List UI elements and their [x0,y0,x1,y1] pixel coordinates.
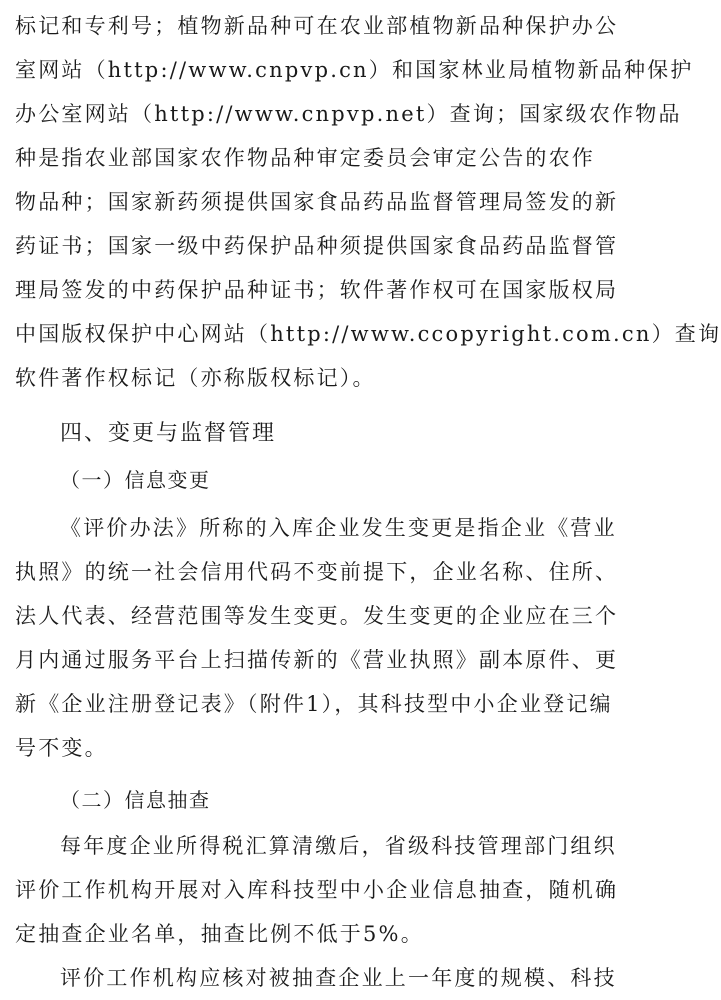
text-line: 物品种；国家新药须提供国家食品药品监督管理局签发的新 [15,190,619,214]
paragraph-start-line: 《评价办法》所称的入库企业发生变更是指企业《营业 [60,516,617,540]
text-line: 标记和专利号；植物新品种可在农业部植物新品种保护办公 [15,14,619,38]
section-heading: 四、变更与监督管理 [60,421,277,446]
text-line: 中国版权保护中心网站（http://www.ccopyright.com.cn）查询 [15,322,721,346]
text-line: 号不变。 [15,736,108,760]
text-line: 室网站（http://www.cnpvp.cn）和国家林业局植物新品种保护 [15,58,694,82]
text-line: 法人代表、经营范围等发生变更。发生变更的企业应在三个 [15,604,619,628]
text-line: 定抽查企业名单，抽查比例不低于5%。 [15,922,424,946]
paragraph-start-line: 每年度企业所得税汇算清缴后，省级科技管理部门组织 [60,834,617,858]
text-line: 药证书；国家一级中药保护品种须提供国家食品药品监督管 [15,234,619,258]
subsection-heading: （一）信息变更 [60,468,211,492]
text-line: 软件著作权标记（亦称版权标记）。 [15,366,376,390]
paragraph-start-line: 评价工作机构应核对被抽查企业上一年度的规模、科技 [60,966,617,990]
text-line: 办公室网站（http://www.cnpvp.net）查询；国家级农作物品 [15,102,682,126]
text-line: 评价工作机构开展对入库科技型中小企业信息抽查，随机确 [15,878,619,902]
text-line: 月内通过服务平台上扫描传新的《营业执照》副本原件、更 [15,648,619,672]
text-line: 新《企业注册登记表》（附件1），其科技型中小企业登记编 [15,692,613,716]
text-line: 理局签发的中药保护品种证书；软件著作权可在国家版权局 [15,278,619,302]
text-line: 执照》的统一社会信用代码不变前提下，企业名称、住所、 [15,560,619,584]
text-line: 种是指农业部国家农作物品种审定委员会审定公告的农作 [15,146,595,170]
subsection-heading: （二）信息抽查 [60,788,211,812]
